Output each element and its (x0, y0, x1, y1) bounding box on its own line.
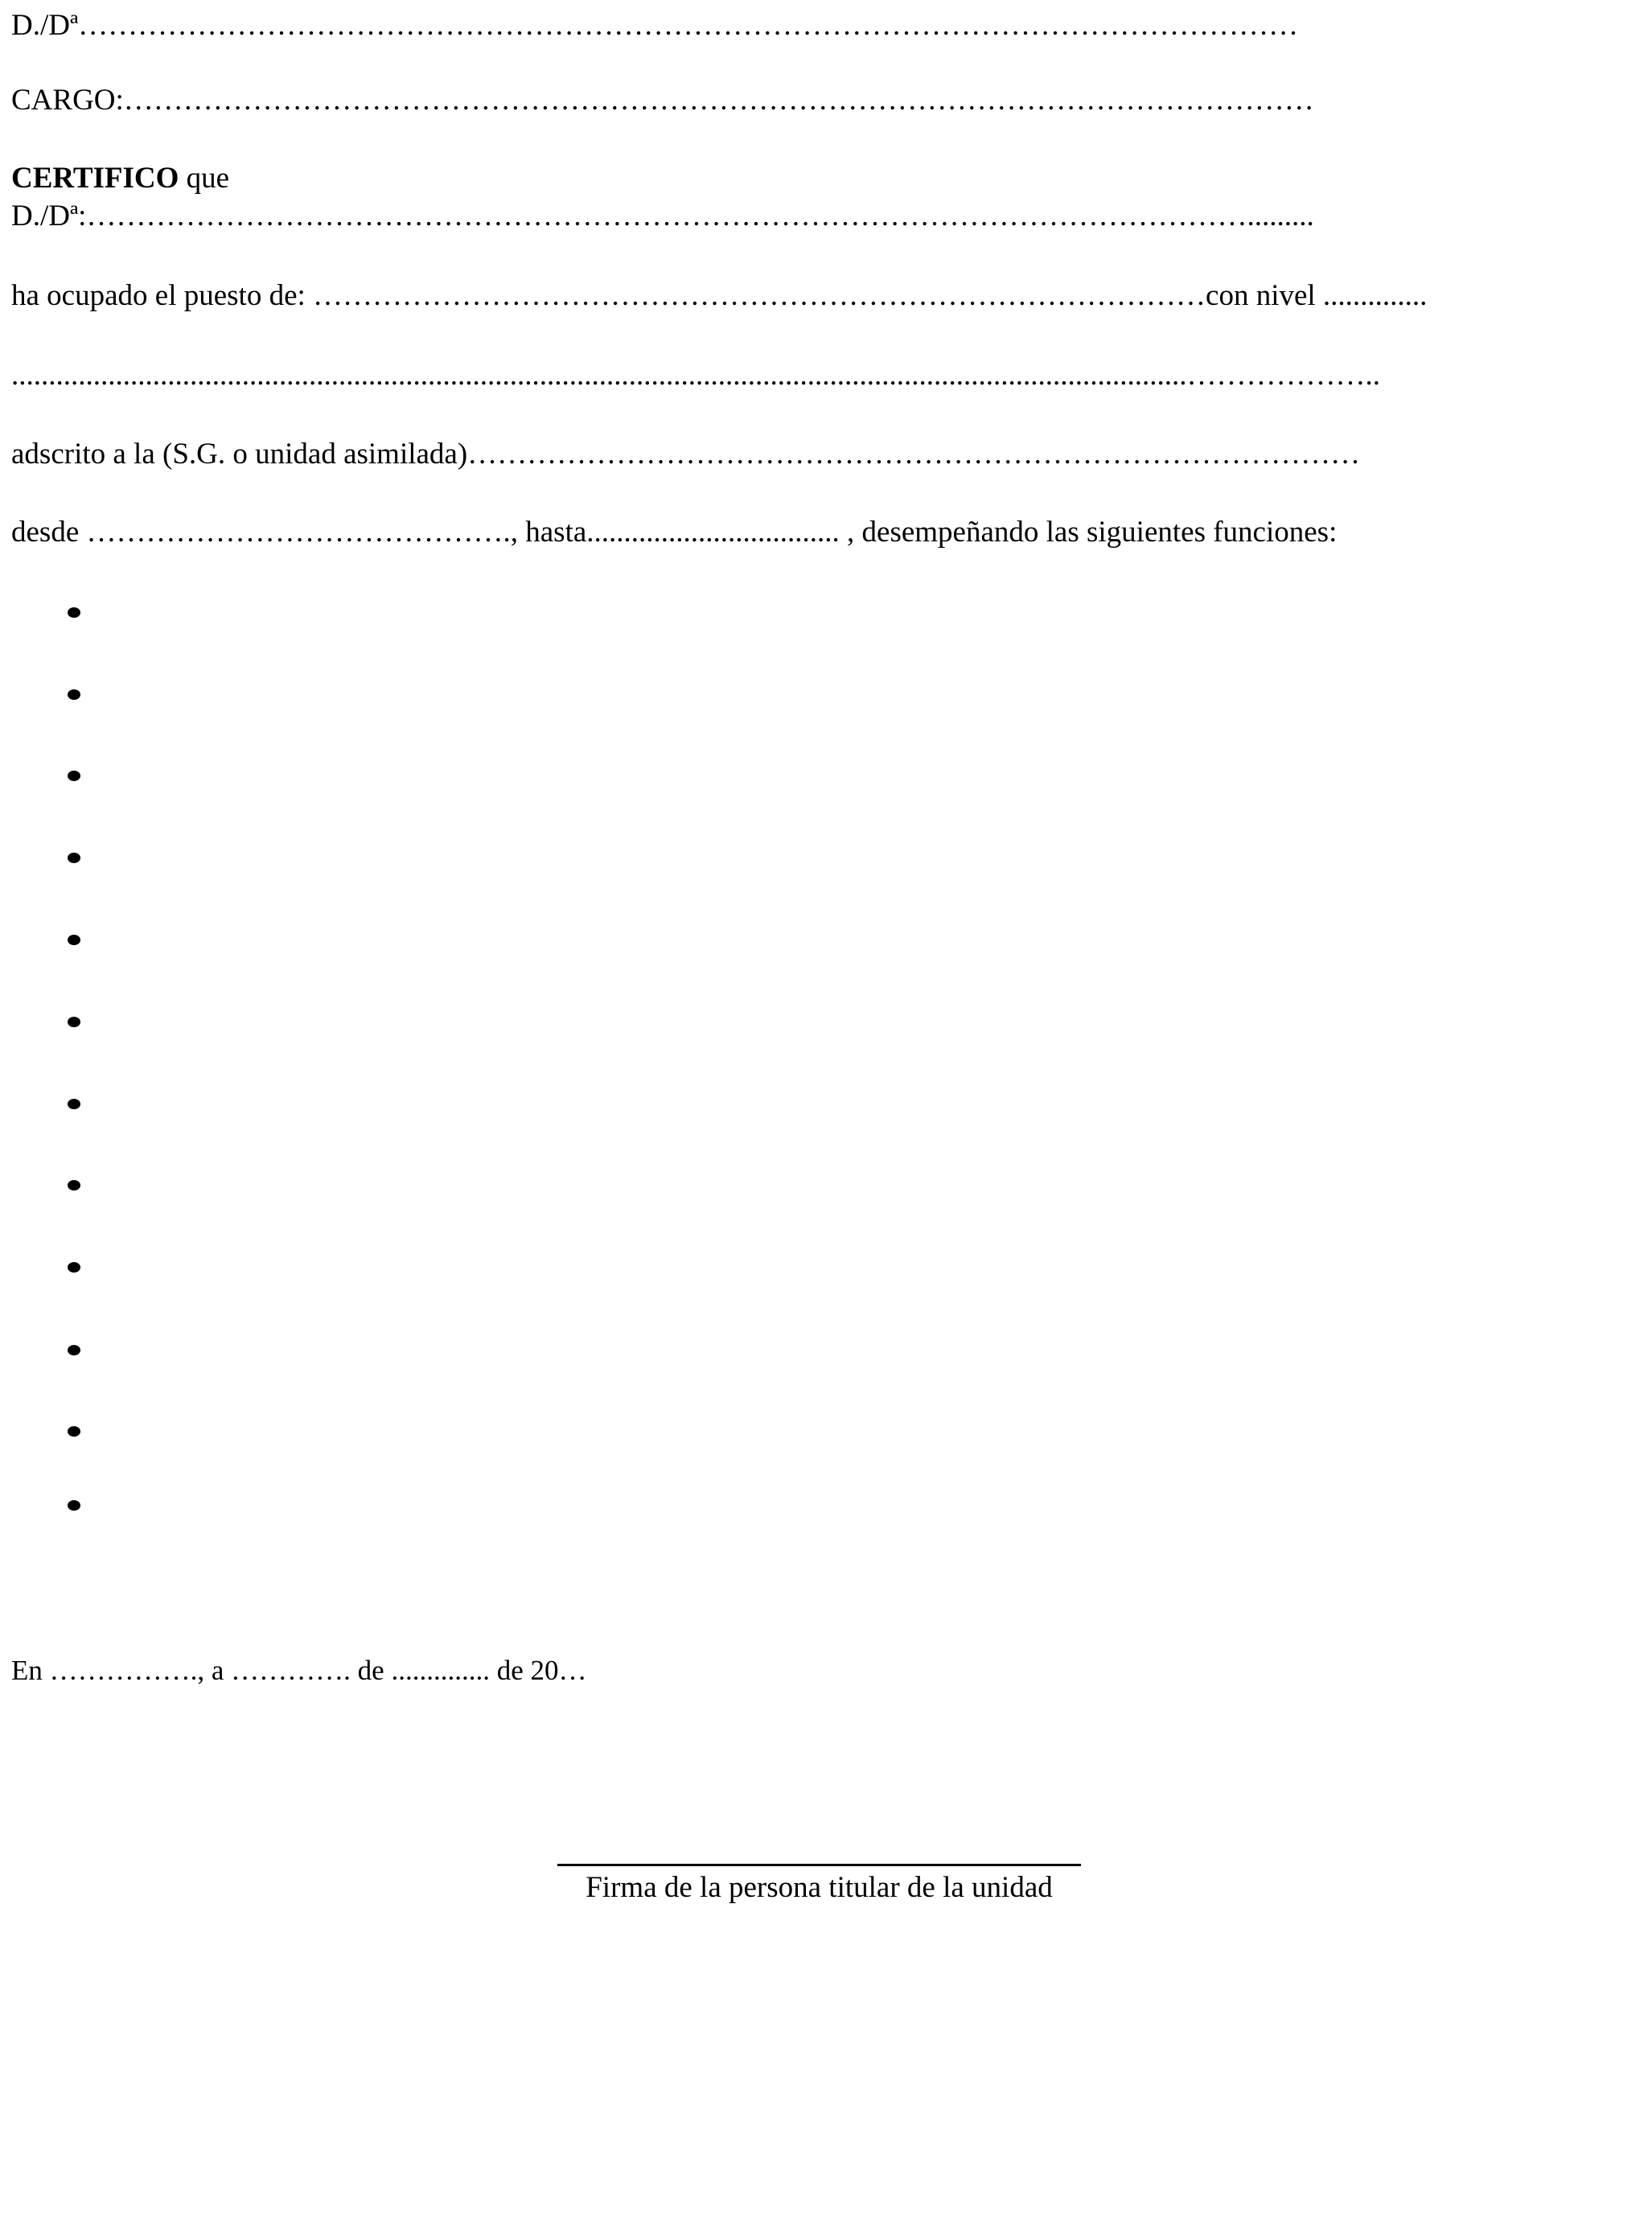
bullet-icon (68, 771, 80, 781)
assigned-unit-line: adscrito a la (S.G. o unidad asimilada)……………………………………………………………………………… (11, 438, 1361, 471)
bullet-icon (68, 1099, 80, 1109)
position-field-line: ha ocupado el puesto de: ………………………………………………………………………………con nivel .............. (11, 279, 1428, 312)
bullet-icon (68, 607, 80, 618)
name-field-line: D./Dª…………………………………………………………………………………………………………… (11, 9, 1299, 42)
signature-caption: Firma de la persona titular de la unidad (586, 1871, 1053, 1904)
date-range-line: desde ……………………………………., hasta.................................. , desempeñando las siguientes funciones: (11, 516, 1338, 549)
certifico-que: que (179, 162, 230, 195)
continuation-dots-line: ..............................................................................................................................................................……………….. (11, 359, 1380, 392)
certifico-heading (11, 161, 229, 196)
signature-line (557, 1864, 1081, 1866)
bullet-icon (68, 1426, 80, 1437)
bullet-icon (68, 1345, 80, 1355)
cargo-field-line: CARGO:………………………………………………………………………………………………………… (11, 84, 1314, 117)
bullet-icon (68, 689, 80, 700)
certifico-label: CERTIFICO (11, 162, 179, 195)
bullet-icon (68, 935, 80, 945)
bullet-icon (68, 1017, 80, 1027)
bullet-icon (68, 1500, 80, 1511)
place-date-line: En ……………., a …………. de .............. de 20… (11, 1655, 587, 1686)
bullet-icon (68, 1180, 80, 1191)
bullet-icon (68, 853, 80, 863)
certified-name-field-line: D./Dª:………………………………………………………………………………………………………......... (11, 199, 1314, 232)
bullet-icon (68, 1262, 80, 1273)
